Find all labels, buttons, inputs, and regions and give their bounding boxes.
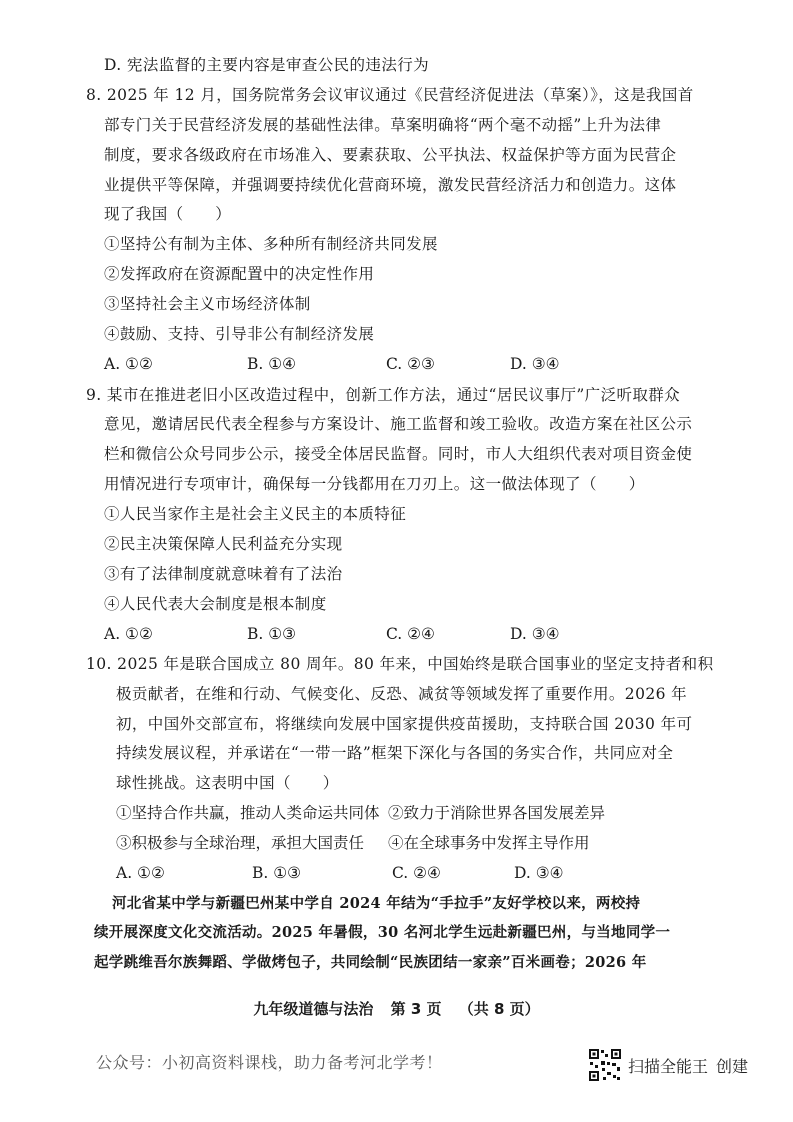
q9-option-b[interactable]: B. ①③ [247, 625, 297, 643]
q9-stem-line: 9. 某市在推进老旧小区改造过程中，创新工作方法，通过“居民议事厅”广泛听取群众 [86, 386, 681, 404]
q9-option-c[interactable]: C. ②④ [386, 625, 435, 643]
q8-option-a[interactable]: A. ①② [104, 355, 153, 373]
prev-question-option-d: D. 宪法监督的主要内容是审查公民的违法行为 [104, 56, 430, 74]
q10-stem-line: 持续发展议程，并承诺在“一带一路”框架下深化与各国的务实合作，共同应对全 [116, 744, 674, 762]
q10-option-a[interactable]: A. ①② [116, 864, 165, 882]
q9-option-d[interactable]: D. ③④ [510, 625, 560, 643]
passage-line: 续开展深度文化交流活动。2025 年暑假，30 名河北学生远赴新疆巴州，与当地同学一 [94, 924, 671, 941]
q8-stem-line: 8. 2025 年 12 月，国务院常务会议审议通过《民营经济促进法（草案）》，这是我国首 [86, 86, 694, 104]
page-footer [0, 998, 793, 1019]
passage-line: 起学跳维吾尔族舞蹈、学做烤包子，共同绘制“民族团结一家亲”百米画卷；2026 年 [94, 954, 647, 971]
q8-statement: ④鼓励、支持、引导非公有制经济发展 [104, 325, 375, 343]
q9-statement: ④人民代表大会制度是根本制度 [104, 595, 327, 613]
q8-statement: ①坚持公有制为主体、多种所有制经济共同发展 [104, 235, 438, 253]
q10-statement: ④在全球事务中发挥主导作用 [388, 834, 590, 852]
q8-option-b[interactable]: B. ①④ [247, 355, 297, 373]
footer-subject: 九年级道德与法治 [253, 1000, 374, 1018]
q10-stem-line: 10. 2025 年是联合国成立 80 周年。80 年来，中国始终是联合国事业的坚定支持者和积 [86, 655, 714, 673]
footer-total-pages: （共 8 页） [458, 1000, 540, 1018]
q9-stem-line: 意见，邀请居民代表全程参与方案设计、施工监督和竣工验收。改造方案在社区公示 [104, 415, 693, 433]
footer-page-number: 第 3 页 [390, 1000, 442, 1018]
q10-option-b[interactable]: B. ①③ [252, 864, 302, 882]
qr-code-icon [588, 1048, 622, 1082]
q9-statement: ①人民当家作主是社会主义民主的本质特征 [104, 505, 407, 523]
q8-stem-line: 部专门关于民营经济发展的基础性法律。草案明确将“两个毫不动摇”上升为法律 [104, 116, 662, 134]
q10-statement: ①坚持合作共赢，推动人类命运共同体 [116, 804, 380, 822]
q8-statement: ③坚持社会主义市场经济体制 [104, 295, 311, 313]
q8-statement: ②发挥政府在资源配置中的决定性作用 [104, 265, 375, 283]
q10-stem-line: 初，中国外交部宣布，将继续向发展中国家提供疫苗援助，支持联合国 2030 年可 [116, 715, 693, 733]
q10-stem-line: 球性挑战。这表明中国（ ） [116, 774, 339, 792]
watermark-text: 公众号：小初高资料课栈，助力备考河北学考！ [96, 1053, 443, 1072]
q10-statement: ③积极参与全球治理，承担大国责任 [116, 834, 365, 852]
q9-stem-line: 用情况进行专项审计，确保每一分钱都用在刀刃上。这一做法体现了（ ） [104, 475, 645, 493]
scanner-app-name: 扫描全能王 [628, 1057, 709, 1076]
q8-stem-line: 现了我国（ ） [104, 205, 232, 223]
q8-option-d[interactable]: D. ③④ [510, 355, 560, 373]
q9-stem-line: 栏和微信公众号同步公示，接受全体居民监督。同时，市人大组织代表对项目资金使 [104, 445, 693, 463]
q9-statement: ③有了法律制度就意味着有了法治 [104, 565, 343, 583]
scanner-action: 创建 [716, 1057, 749, 1076]
q9-option-a[interactable]: A. ①② [104, 625, 153, 643]
q8-option-c[interactable]: C. ②③ [386, 355, 435, 373]
q10-option-d[interactable]: D. ③④ [514, 864, 564, 882]
scanner-credit [628, 1054, 756, 1077]
passage-line: 河北省某中学与新疆巴州某中学自 2024 年结为“手拉手”友好学校以来，两校持 [112, 895, 641, 912]
q10-option-c[interactable]: C. ②④ [392, 864, 441, 882]
q8-stem-line: 业提供平等保障，并强调要持续优化营商环境，激发民营经济活力和创造力。这体 [104, 176, 677, 194]
q10-stem-line: 极贡献者，在维和行动、气候变化、反恐、减贫等领域发挥了重要作用。2026 年 [116, 685, 688, 703]
q8-stem-line: 制度，要求各级政府在市场准入、要素获取、公平执法、权益保护等方面为民营企 [104, 146, 677, 164]
q10-statement: ②致力于消除世界各国发展差异 [388, 804, 606, 822]
q9-statement: ②民主决策保障人民利益充分实现 [104, 535, 343, 553]
